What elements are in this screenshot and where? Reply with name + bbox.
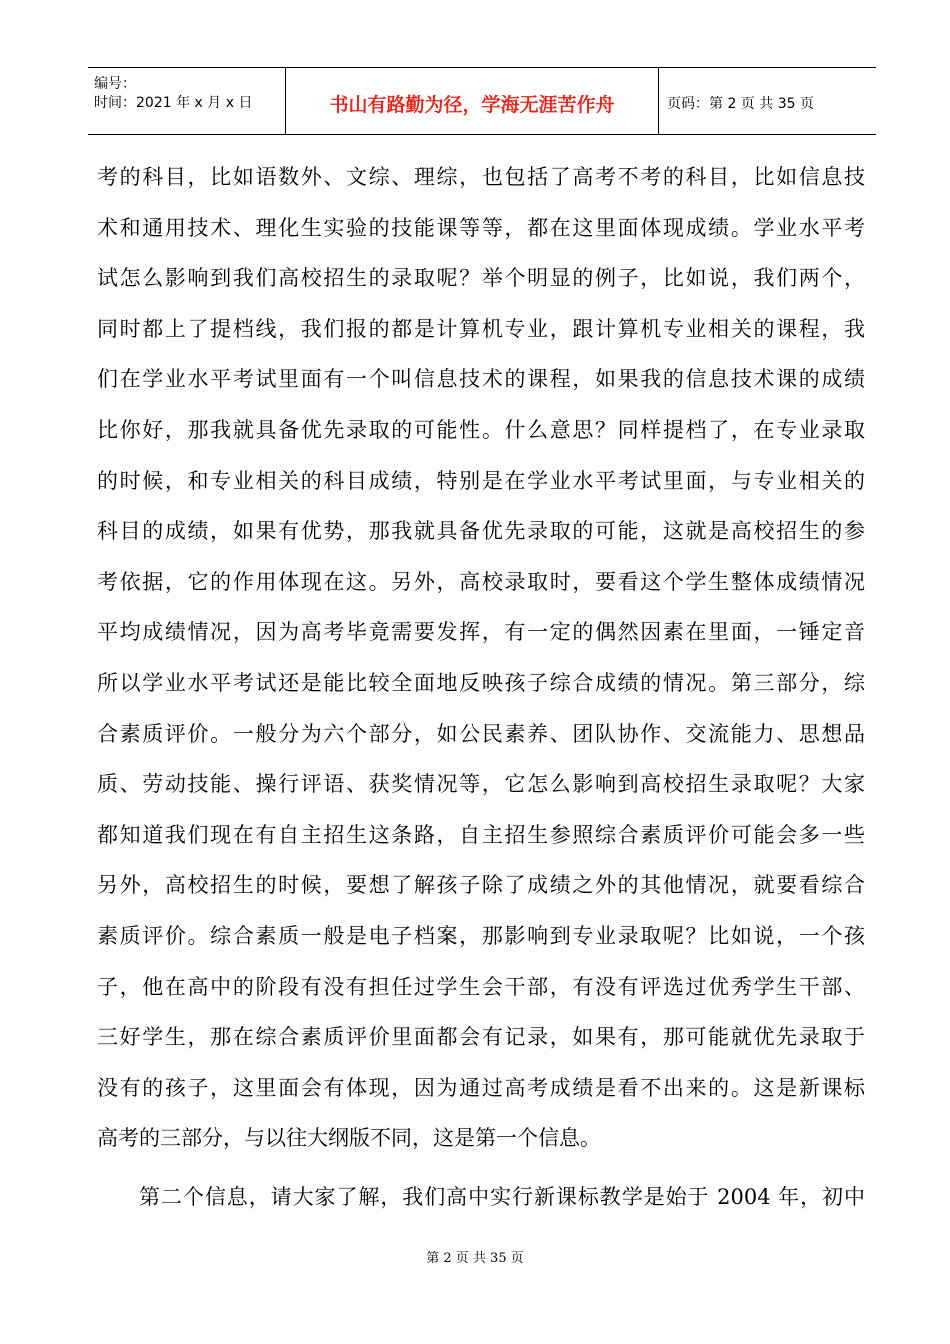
header-info-cell [88,68,286,134]
text-line: 没有的孩子，这里面会有体现，因为通过高考成绩是看不出来的。这是新课标 [97,1075,865,1100]
text-line: 们在学业水平考试里面有一个叫信息技术的课程，如果我的信息技术课的成绩 [97,367,865,392]
text-line: 高考的三部分，与以往大纲版不同，这是第一个信息。 [97,1126,601,1151]
text-line: 第二个信息，请大家了解，我们高中实行新课标教学是始于 2004 年，初中 [139,1184,865,1209]
text-line: 所以学业水平考试还是能比较全面地反映孩子综合成绩的情况。第三部分，综 [97,670,865,695]
text-line: 考的科目，比如语数外、文综、理综，也包括了高考不考的科目，比如信息技 [97,165,865,189]
text-line: 考依据，它的作用体现在这。另外，高校录取时，要看这个学生整体成绩情况 [97,569,865,594]
text-line: 平均成绩情况，因为高考毕竟需要发挥，有一定的偶然因素在里面，一锤定音 [97,620,865,645]
header-page-number: 页码：第 2 页 共 35 页 [667,96,814,112]
text-line: 科目的成绩，如果有优势，那我就具备优先录取的可能，这就是高校招生的参 [97,519,865,544]
body-text [97,152,865,1222]
paragraph-1 [97,152,865,1164]
paragraph-2 [97,1172,865,1223]
text-line: 比你好，那我就具备优先录取的可能性。什么意思？同样提档了，在专业录取 [97,417,865,442]
text-line: 的时候，和专业相关的科目成绩，特别是在学业水平考试里面，与专业相关的 [97,468,865,493]
text-line: 子，他在高中的阶段有没有担任过学生会干部，有没有评选过优秀学生干部、 [97,974,865,999]
header-motto: 书山有路勤为径，学海无涯苦作舟 [329,94,615,116]
text-line: 质、劳动技能、操行评语、获奖情况等，它怎么影响到高校招生录取呢？大家 [97,772,865,797]
page-header [88,67,876,135]
document-number-label: 编号： [94,76,136,92]
text-line: 三好学生，那在综合素质评价里面都会有记录，如果有，那可能就优先录取于 [97,1025,865,1050]
text-line: 都知道我们现在有自主招生这条路，自主招生参照综合素质评价可能会多一些 [97,822,865,847]
text-line: 试怎么影响到我们高校招生的录取呢？举个明显的例子，比如说，我们两个， [97,266,865,291]
text-line: 另外，高校招生的时候，要想了解孩子除了成绩之外的其他情况，就要看综合 [97,873,865,898]
document-time-label: 时间：2021 年 x 月 x 日 [94,95,253,111]
header-page-cell [659,68,876,134]
text-line: 同时都上了提档线，我们报的都是计算机专业，跟计算机专业相关的课程，我 [97,316,865,341]
text-line: 术和通用技术、理化生实验的技能课等等，都在这里面体现成绩。学业水平考 [97,215,865,240]
text-line: 合素质评价。一般分为六个部分，如公民素养、团队协作、交流能力、思想品 [97,721,865,746]
page-footer: 第 2 页 共 35 页 [426,1251,524,1266]
header-motto-cell [286,68,659,134]
text-line: 素质评价。综合素质一般是电子档案，那影响到专业录取呢？比如说，一个孩 [97,923,865,948]
